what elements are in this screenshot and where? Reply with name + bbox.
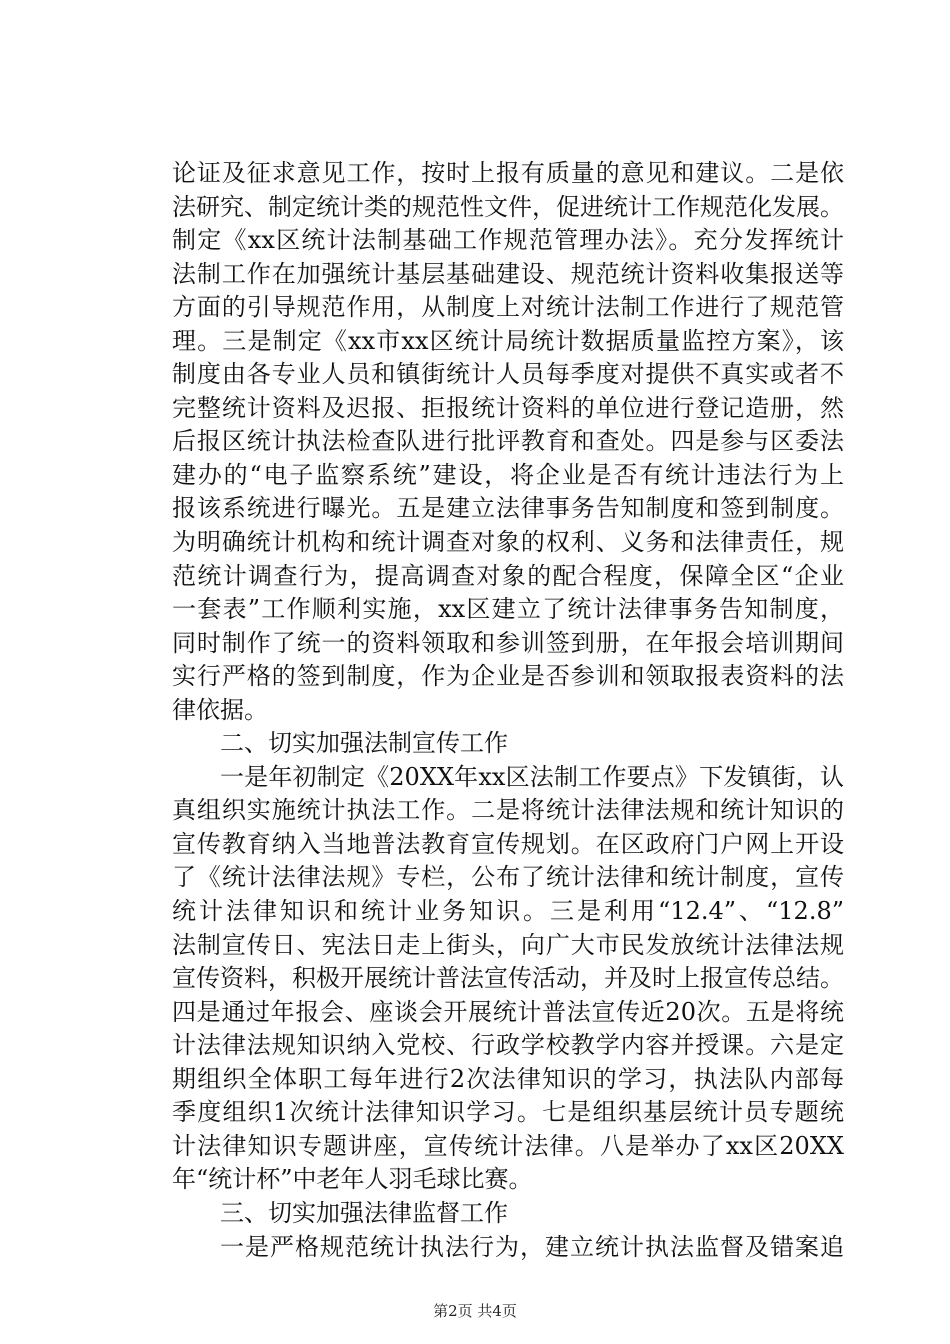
text-line: 后报区统计执法检查队进行批评教育和查处。四是参与区委法 (172, 427, 844, 456)
text-line: 计法律知识专题讲座，宣传统计法律。八是举办了xx区20XX (172, 1131, 844, 1160)
text-line: 理。三是制定《xx市xx区统计局统计数据质量监控方案》，该 (172, 326, 844, 355)
text-line: 统计法律知识和统计业务知识。三是利用“12.4”、“12.8” (172, 897, 844, 926)
text-line: 同时制作了统一的资料领取和参训签到册，在年报会培训期间 (172, 628, 844, 657)
text-line: 论证及征求意见工作，按时上报有质量的意见和建议。二是依 (172, 159, 844, 187)
text-line: 三、切实加强法律监督工作 (220, 1198, 508, 1227)
page-footer: 第2页 共4页 (433, 1302, 517, 1320)
text-line: 建办的“电子监察系统”建设，将企业是否有统计违法行为上 (172, 460, 844, 489)
text-line: 二、切实加强法制宣传工作 (220, 729, 508, 758)
text-line: 四是通过年报会、座谈会开展统计普法宣传近20次。五是将统 (172, 997, 844, 1026)
text-line: 一是严格规范统计执法行为，建立统计执法监督及错案追 (220, 1232, 844, 1261)
text-line: 年“统计杯”中老年人羽毛球比赛。 (172, 1165, 533, 1194)
text-line: 制定《xx区统计法制基础工作规范管理办法》。充分发挥统计 (172, 226, 844, 255)
text-line: 法制工作在加强统计基层基础建设、规范统计资料收集报送等 (172, 259, 844, 288)
text-line: 律依据。 (172, 695, 268, 724)
text-line: 真组织实施统计执法工作。二是将统计法律法规和统计知识的 (172, 796, 844, 825)
text-line: 报该系统进行曝光。五是建立法律事务告知制度和签到制度。 (172, 494, 844, 523)
document-body (172, 157, 844, 1264)
text-line: 计法律法规知识纳入党校、行政学校教学内容并授课。六是定 (172, 1031, 844, 1060)
text-line: 制度由各专业人员和镇街统计人员每季度对提供不真实或者不 (172, 360, 844, 389)
text-line: 范统计调查行为，提高调查对象的配合程度，保障全区“企业 (172, 561, 844, 590)
text-line: 为明确统计机构和统计调查对象的权利、义务和法律责任，规 (172, 528, 844, 557)
text-line: 方面的引导规范作用，从制度上对统计法制工作进行了规范管 (172, 293, 844, 322)
text-line: 一是年初制定《20XX年xx区法制工作要点》下发镇街，认 (220, 762, 844, 791)
text-line: 季度组织1次统计法律知识学习。七是组织基层统计员专题统 (172, 1098, 844, 1127)
text-line: 法制宣传日、宪法日走上街头，向广大市民发放统计法律法规 (172, 930, 844, 959)
text-line: 宣传资料，积极开展统计普法宣传活动，并及时上报宣传总结。 (172, 964, 844, 993)
text-line: 实行严格的签到制度，作为企业是否参训和领取报表资料的法 (172, 662, 844, 691)
text-line: 完整统计资料及迟报、拒报统计资料的单位进行登记造册，然 (172, 393, 844, 422)
text-line: 法研究、制定统计类的规范性文件，促进统计工作规范化发展。 (172, 192, 844, 221)
text-line: 宣传教育纳入当地普法教育宣传规划。在区政府门户网上开设 (172, 829, 844, 858)
text-line: 期组织全体职工每年进行2次法律知识的学习，执法队内部每 (172, 1064, 844, 1093)
text-line: 了《统计法律法规》专栏，公布了统计法律和统计制度，宣传 (172, 863, 844, 892)
text-line: 一套表”工作顺利实施，xx区建立了统计法律事务告知制度， (172, 595, 844, 624)
